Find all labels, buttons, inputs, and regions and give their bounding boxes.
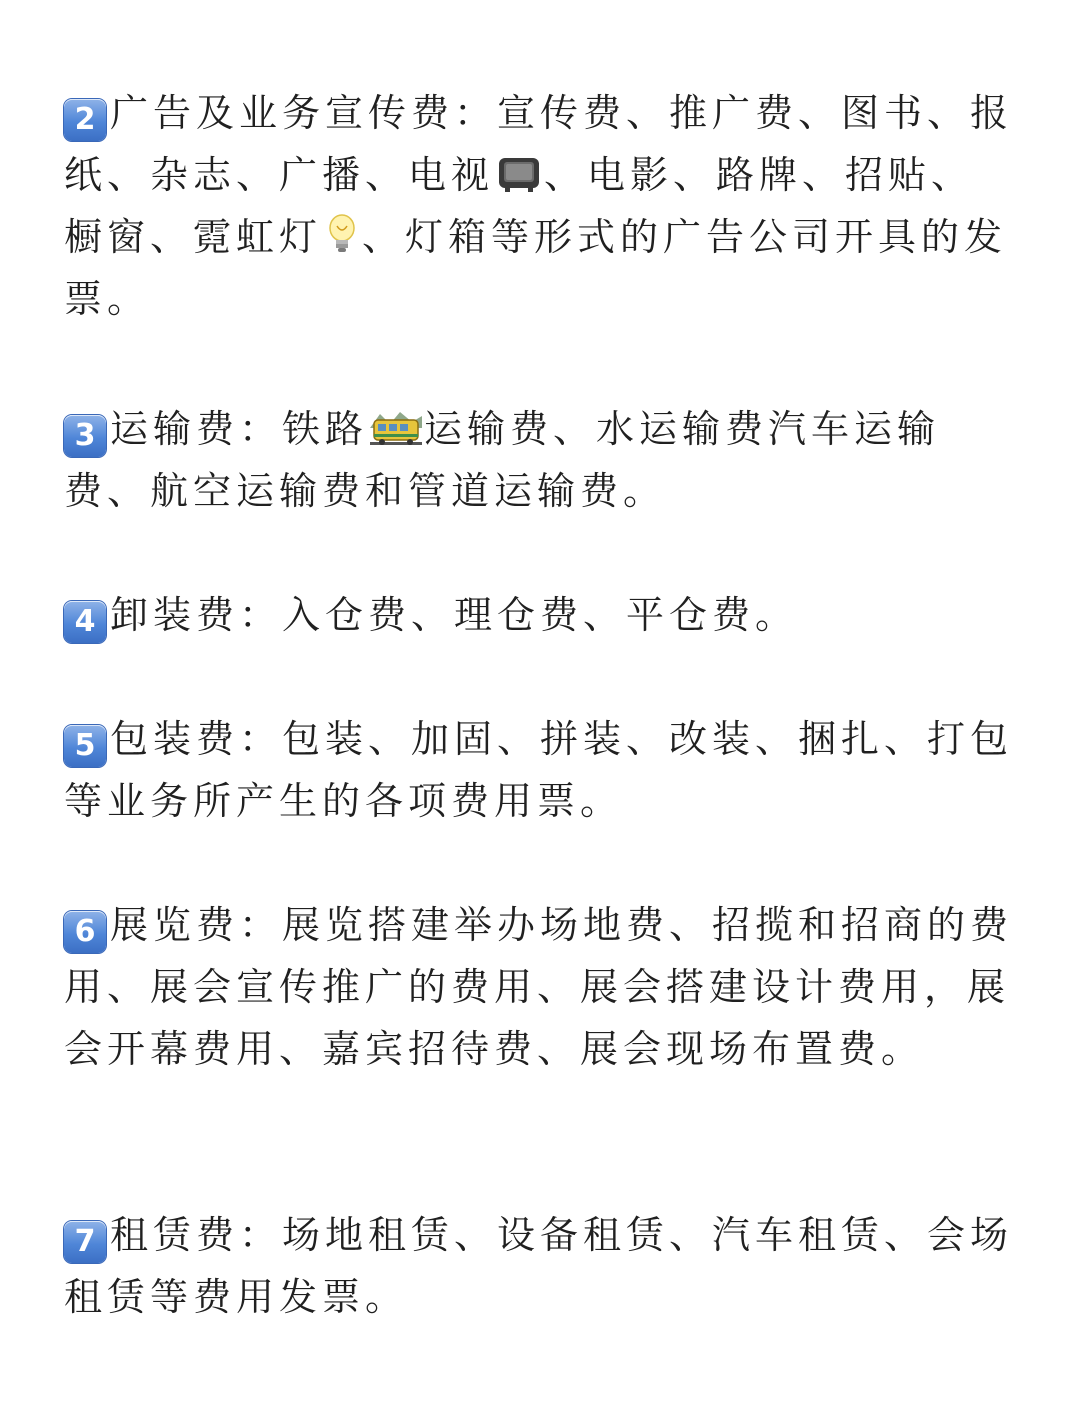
section-packaging <box>64 708 1014 832</box>
tv-icon <box>496 150 542 190</box>
train-icon <box>370 404 422 446</box>
section-advertising-text-2: 、电影、路牌、招贴、橱窗、霓虹灯 <box>64 153 975 259</box>
section-exhibition-text: 展览费：展览搭建举办场地费、招揽和招商的费用、展会宣传推广的费用、展会搭建设计费用，展会开幕费用、嘉宾招待费、展会现场布置费。 <box>64 903 1014 1071</box>
section-loading <box>64 584 1014 646</box>
section-loading-text: 卸装费：入仓费、理仓费、平仓费。 <box>110 593 799 637</box>
section-advertising <box>64 82 1014 330</box>
light-bulb-icon <box>324 212 360 256</box>
section-transport <box>64 398 1014 522</box>
section-advertising-text-3: 、灯箱等形式的广告公司开具的发票。 <box>64 215 1008 321</box>
number-5-badge: 5 <box>64 725 106 767</box>
section-packaging-text: 包装费：包装、加固、拼装、改装、捆扎、打包等业务所产生的各项费用票。 <box>64 717 1014 823</box>
section-leasing-text: 租赁费：场地租赁、设备租赁、汽车租赁、会场租赁等费用发票。 <box>64 1213 1014 1319</box>
number-3-badge: 3 <box>64 415 106 457</box>
number-6-badge: 6 <box>64 911 106 953</box>
section-transport-text-1: 运输费：铁路 <box>110 407 369 451</box>
section-leasing <box>64 1204 1014 1328</box>
number-2-badge: 2 <box>64 99 106 141</box>
number-7-badge: 7 <box>64 1221 106 1263</box>
section-advertising-text-1: 广告及业务宣传费：宣传费、推广费、图书、报纸、杂志、广播、电视 <box>64 91 1014 197</box>
number-4-badge: 4 <box>64 601 106 643</box>
section-transport-text-2: 运输费、水运输费汽车运输费、航空运输费和管道运输费。 <box>64 407 941 513</box>
section-exhibition <box>64 894 1014 1080</box>
